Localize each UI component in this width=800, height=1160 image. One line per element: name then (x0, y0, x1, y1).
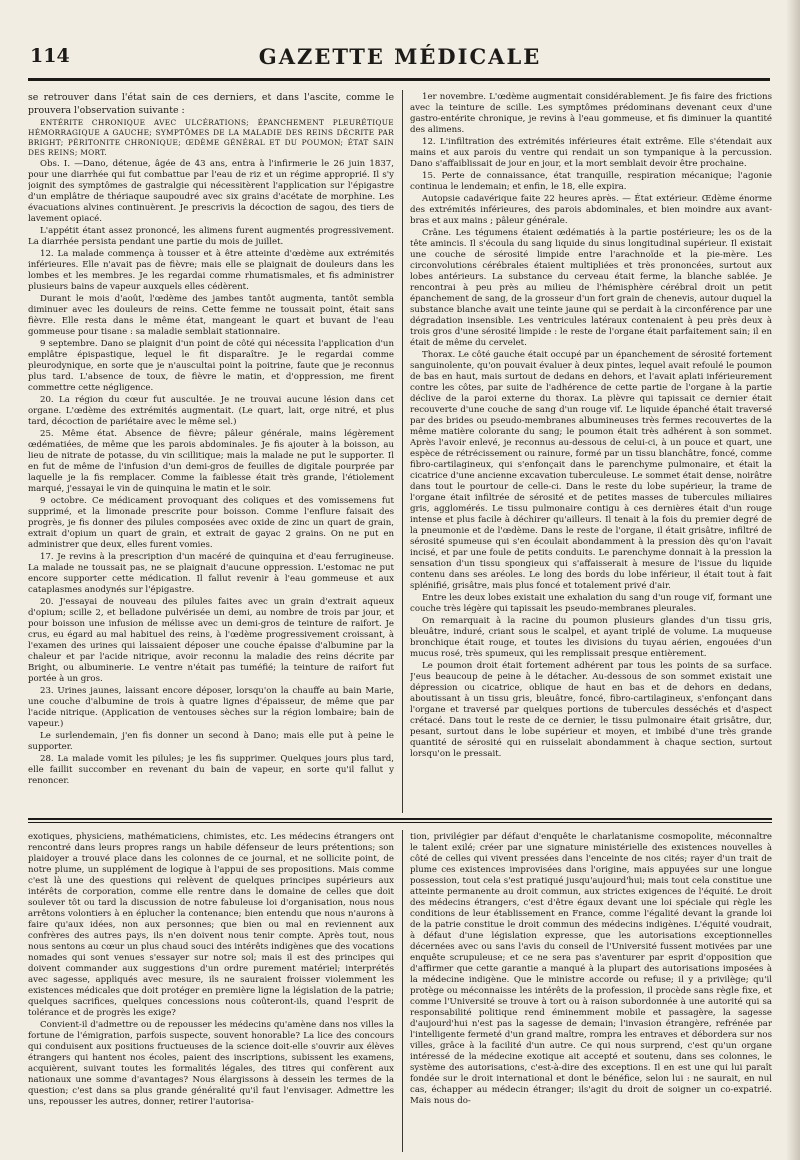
column-left-bottom (28, 832, 394, 1152)
paragraph: Convient-il d'admettre ou de repousser les médecins qu'amène dans nos villes la fortune de l'émigration, parfois suspecte, souvent honorable? La lice des concours qui conduisent aux positions fructueuses de la science doit-elle s'ouvrir aux élèves étrangers qui hantent nos écoles, paient des inscriptions, subissent les examens, acquièrent, suivant toutes les formalités légales, des titres qui confèrent aux nationaux une somme d'avantages? Nous élargissons à dessein les termes de la question; c'est dans sa plus grande généralité qu'il faut l'envisager. Admettre les uns, repousser les autres, donner, retirer l'autorisa- (28, 1020, 394, 1107)
page-number: 114 (30, 45, 70, 67)
section-divider-thin (28, 822, 772, 823)
paragraph: On remarquait à la racine du poumon plusieurs glandes d'un tissu gris, bleuâtre, induré, criant sous le scalpel, et ayant triplé de volume. La muqueuse bronchique était rouge, et toutes les divisions du tuyau aérien, engouées d'un mucus rosé, très spumeux, qui les remplissait presque entièrement. (410, 616, 772, 659)
paragraph: 1er novembre. L'œdème augmentait considérablement. Je fis faire des frictions avec la teinture de scille. Les symptômes prédominans devenant ceux d'une gastro-entérite chronique, je revins à l'eau gommeuse, et fis diminuer la quantité des alimens. (410, 92, 772, 135)
paragraph: Crâne. Les tégumens étaient œdématiés à la partie postérieure; les os de la tête amincis. Il s'écoula du sang liquide du sinus longitudinal supérieur. Il existait une couche de sérosité limpide entre l'arachnoïde et la pie-mère. Les circonvolutions cérébrales étaient multipliées et très prononcées, surtout aux lobes antérieurs. La substance du cerveau était ferme, la blanche sablée. Je rencontrai à peu près au milieu de l'hémisphère cérébral droit un petit épanchement de sang, de la grosseur d'un fort grain de chenevis, autour duquel la substance blanche avait une teinte jaune qui se perdait à la circonférence par une dégradation insensible. Les ventricules latéraux contenaient à peu près deux à trois gros d'une sérosité limpide : le reste de l'organe était parfaitement sain; il en était de même du cervelet. (410, 228, 772, 348)
header-rule (28, 78, 770, 81)
page-header (30, 42, 770, 76)
column-divider (402, 90, 403, 813)
paragraph: Autopsie cadavérique faite 22 heures après. — État extérieur. Œdème énorme des extrémités inférieures, des parois abdominales, et bien moindre aux avant-bras et aux mains ; pâleur générale. (410, 194, 772, 226)
paragraph: Thorax. Le côté gauche était occupé par un épanchement de sérosité fortement sanguinolente, qu'on pouvait évaluer à deux pintes, lequel avait refoulé le poumon de bas en haut, mais surtout de dedans en dehors, et l'avait aplati inférieurement contre les côtes, par suite de l'adhérence de cette partie de l'organe à la partie déclive de la paroi externe du thorax. La plèvre qui tapissait ce dernier était recouverte d'une couche de sang d'un rouge vif. Le liquide épanché était traversé par des brides ou pseudo-membranes albumineuses très fermes recouvertes de la même matière colorante du sang; le poumon était très adhérent à son sommet. Après l'avoir enlevé, je reconnus au-dessous de celui-ci, à un pouce et quart, une espèce de rétrécissement ou rainure, formé par un tissu blanchâtre, foncé, comme fibro-cartilagineux, qui s'enfonçait dans le parenchyme pulmonaire, et était la cicatrice d'une ancienne excavation tuberculeuse. Le sommet était dense, noirâtre dans tout le pourtour de celle-ci. Dans le reste du lobe supérieur, la trame de l'organe était infiltrée de sérosité et de petites masses de tubercules miliaires gris, agglomérés. Le tissu pulmonaire contigu à ces dernières était d'un rouge intense et plus facile à déchirer qu'ailleurs. Il tenait à la fois du premier degré de la pneumonie et de l'œdème. Dans le reste de l'organe, il était grisâtre, infiltré de sérosité spumeuse qui s'en écoulait abondamment à la pression dès qu'on l'avait incisé, et par une foule de petits conduits. Le parenchyme donnait à la pression la sensation d'un tissu spongieux qui s'affaisserait à mesure de l'issue du liquide contenu dans ses aréoles. Le long des bords du lobe inférieur, il était tout à fait splénifié, grisâtre, mais plus foncé et totalement privé d'air. (410, 350, 772, 591)
paragraph: 23. Urines jaunes, laissant encore déposer, lorsqu'on la chauffe au bain Marie, une couche d'albumine de trois à quatre lignes d'épaisseur, de même que par l'acide nitrique. (Application de ventouses sèches sur la région lombaire; bain de vapeur.) (28, 686, 394, 729)
paragraph: 15. Perte de connaissance, état tranquille, respiration mécanique; l'agonie continua le lendemain; et enfin, le 18, elle expira. (410, 171, 772, 192)
intro-text: se retrouver dans l'état sain de ces derniers, et dans l'ascite, comme le prouvera l'observation suivante : (28, 92, 394, 116)
paragraph: 17. Je revins à la prescription d'un macéré de quinquina et d'eau ferrugineuse. La malade ne toussait pas, ne se plaignait d'aucune oppression. L'estomac ne put encore supporter cette médication. Il fallut revenir à l'eau gommeuse et aux cataplasmes anodynés sur l'épigastre. (28, 552, 394, 595)
column-left-top (28, 92, 394, 815)
journal-title: GAZETTE MÉDICALE (258, 44, 542, 69)
observation-heading: ENTÉRITE CHRONIQUE AVEC ULCÉRATIONS; ÉPANCHEMENT PLEURÉTIQUE HÉMORRAGIQUE A GAUCHE; SYMPTÔMES DE LA MALADIE DES REINS DÉCRITE PAR BRIGHT; PÉRITONITE CHRONIQUE; ŒDÈME GÉNÉRAL ET DU POUMON; ÉTAT SAIN DES REINS; MORT. (28, 118, 394, 157)
paragraph: Le poumon droit était fortement adhérent par tous les points de sa surface. J'eus beaucoup de peine à le détacher. Au-dessous de son sommet existait une dépression ou cicatrice, oblique de haut en bas et de dehors en dedans, aboutissant à un tissu gris, bleuâtre, foncé, fibro-cartilagineux, s'enfonçant dans l'organe et traversé par quelques portions de tubercules desséchés et d'aspect crétacé. Dans tout le reste de ce dernier, le tissu pulmonaire était grisâtre, dur, pesant, surtout dans le lobe supérieur et moyen, et imbibé d'une très grande quantité de sérosité qui en ruisselait abondamment à chaque section, surtout lorsqu'on le pressait. (410, 661, 772, 759)
paragraph: Le surlendemain, j'en fis donner un second à Dano; mais elle put à peine le supporter. (28, 731, 394, 752)
paragraph: 12. L'infiltration des extrémités inférieures était extrême. Elle s'étendait aux mains et aux parois du ventre qui rendait un son tympanique à la percussion. Dano s'affaiblissait de jour en jour, et la mort semblait devoir être prochaine. (410, 137, 772, 169)
paragraph: 28. La malade vomit les pilules; je les fis supprimer. Quelques jours plus tard, elle faillit succomber en revenant du bain de vapeur, en sorte qu'il fallut y renoncer. (28, 754, 394, 786)
column-divider-bottom (402, 830, 403, 1152)
paragraph: 12. La malade commença à tousser et à être atteinte d'œdème aux extrémités inférieures. Elle n'avait pas de fièvre; mais elle se plaignait de douleurs dans les lombes et les membres. Je les regardai comme rhumatismales, et fis administrer plusieurs bains de vapeur auxquels elles cédèrent. (28, 249, 394, 292)
paragraph: Entre les deux lobes existait une exhalation du sang d'un rouge vif, formant une couche très légère qui tapissait les pseudo-membranes pleurales. (410, 593, 772, 614)
paragraph: Obs. I. —Dano, détenue, âgée de 43 ans, entra à l'infirmerie le 26 juin 1837, pour une diarrhée qui fut combattue par l'eau de riz et un régime approprié. Il s'y joignit des symptômes de gastralgie qui nécessitèrent l'application sur l'épigastre d'un emplâtre de thériaque saupoudré avec six grains d'acétate de morphine. Les évacuations alvines continuèrent. Je prescrivis la décoction de sagou, des tiers de lavement opiacé. (28, 159, 394, 224)
page-edge-shadow (786, 0, 800, 1160)
paragraph: exotiques, physiciens, mathématiciens, chimistes, etc. Les médecins étrangers ont rencontré dans leurs propres rangs un habile défenseur de leurs prétentions; son plaidoyer a trouvé place dans les colonnes de ce journal, et ne sollicite point, de notre plume, un supplément de logique à l'appui de ses propositions. Mais comme c'est là une des questions qui relèvent de quelques principes supérieurs aux intérêts de corporation, comme elle rentre dans le domaine de celles que doit soulever tôt ou tard la discussion de notre fabuleuse loi d'organisation, nous nous arrêtons volontiers à en éplucher la contenance; bien entendu que nous n'aurons à faire qu'aux idées, non aux personnes; que bien ou mal en reviennent aux confrères des autres pays, ils n'en doivent nous tenir compte. Après tout, nous nous sentons au cœur un plus chaud souci des intérêts indigènes que des vocations nomades qui sont venues s'essayer sur notre sol; mais il est des principes qui doivent commander aux suggestions d'un ordre purement matériel; interprétés avec sagesse, appliqués avec mesure, ils ne sauraient froisser violemment les existences médicales que doit protéger en première ligne la législation de la patrie; quelques sacrifices, quelques concessions nous coûteront-ils, quand l'esprit de tolérance et de progrès les exige? (28, 832, 394, 1018)
paragraph: 20. J'essayai de nouveau des pilules faites avec un grain d'extrait aqueux d'opium; scille 2, et belladone pulvérisée un demi, au nombre de trois par jour, et pour boisson une infusion de mélisse avec un demi-gros de teinture de raifort. Je crus, eu égard au mal habituel des reins, à l'œdème progressivement croissant, à l'examen des urines qui laissaient déposer une couche épaisse d'albumine par la chaleur et par l'acide nitrique, avoir reconnu la maladie des reins décrite par Bright, ou albuminerie. Le ventre n'était pas tuméfié; la teinture de raifort fut portée à un gros. (28, 597, 394, 684)
paragraph: 20. La région du cœur fut auscultée. Je ne trouvai aucune lésion dans cet organe. L'œdème des extrémités augmentait. (Le quart, lait, orge nitré, et plus tard, décoction de pariétaire avec le même sel.) (28, 395, 394, 427)
column-right-bottom (410, 832, 772, 1152)
paragraph: Durant le mois d'août, l'œdème des jambes tantôt augmenta, tantôt sembla diminuer avec les douleurs de reins. Cette femme ne toussait point, était sans fièvre. Elle resta dans le même état, mangeant le quart et buvant de l'eau gommeuse pour tisane : sa maladie semblait stationnaire. (28, 294, 394, 337)
paragraph: tion, privilégier par défaut d'enquête le charlatanisme cosmopolite, méconnaître le talent exilé; créer par une signature ministérielle des existences nouvelles à côté de celles qui vivent pressées dans l'enceinte de nos cités; rayer d'un trait de plume ces existences improvisées dans l'origine, mais appuyées sur une longue possession, tout cela s'est pratiqué jusqu'aujourd'hui; mais tout cela constitue une atteinte permanente au droit commun, aux strictes exigences de l'équité. Le droit des médecins étrangers, c'est d'être égaux devant une loi spéciale qui règle les conditions de leur établissement en France, comme l'égalité devant la grande loi de la patrie constitue le droit commun des médecins indigènes. L'équité voudrait, à défaut d'une législation expresse, que les autorisations exceptionnelles décernées avec ou sans l'avis du conseil de l'Université fussent motivées par une enquête scrupuleuse; et ce ne sera pas s'aventurer par esprit d'opposition que d'affirmer que cette garantie a manqué à la plupart des autorisations imposées à la médecine indigène. Que le ministre accorde ou refuse; il y a privilège; qu'il protège ou méconnaisse les intérêts de la profession, il procède sans règle fixe, et comme l'Université se trouve à tort ou à raison subordonnée à une autorité qui sa responsabilité politique rend éminemment mobile et passagère, la sagesse d'aujourd'hui n'est pas la sagesse de demain; l'invasion étrangère, refrénée par l'intelligente fermeté d'un grand maître, rompra les entraves et débordera sur nos villes, grâce à la facilité d'un autre. Ce qui nous surprend, c'est qu'un organe intéressé de la médecine exotique ait accepté et soutenu, dans ses colonnes, le système des autorisations, c'est-à-dire des exceptions. Il en est une qui lui paraît fondée sur le droit international et dont le bénéfice, selon lui : ne saurait, en nul cas, échapper au médecin étranger; ils'agit du droit de soigner un co-expatrié. Mais nous do- (410, 832, 772, 1106)
paragraph: 9 septembre. Dano se plaignit d'un point de côté qui nécessita l'application d'un emplâtre épispastique, lequel le fit disparaître. Je le regardai comme pleurodynique, en sorte que je n'auscultai point la poitrine, faute que je reconnus plus tard. L'absence de toux, de fièvre le matin, et d'oppression, me firent commettre cette négligence. (28, 339, 394, 393)
paragraph: 25. Même état. Absence de fièvre; pâleur générale, mains légèrement œdématiées, de même que les parois abdominales. Je fis ajouter à la boisson, au lieu de nitrate de potasse, du vin scillitique; mais la malade ne put le supporter. Il en fut de même de l'infusion d'un demi-gros de feuilles de digitale pourprée par laquelle je la fis remplacer. Comme la faiblesse était très grande, l'étiolement marqué, j'essayai le vin de quinquina le matin et le soir. (28, 429, 394, 494)
column-right-top (410, 92, 772, 815)
paragraph: 9 octobre. Ce médicament provoquant des coliques et des vomissemens fut supprimé, et la limonade prescrite pour boisson. Comme l'enflure faisait des progrès, je fis donner des pilules composées avec oxide de zinc un quart de grain, extrait d'opium un quart de grain, et extrait de gayac 2 grains. On ne put en administrer que deux, elles furent vomies. (28, 496, 394, 550)
section-divider (28, 818, 772, 820)
paragraph: L'appétit étant assez prononcé, les alimens furent augmentés progressivement. La diarrhée persista pendant une partie du mois de juillet. (28, 226, 394, 247)
